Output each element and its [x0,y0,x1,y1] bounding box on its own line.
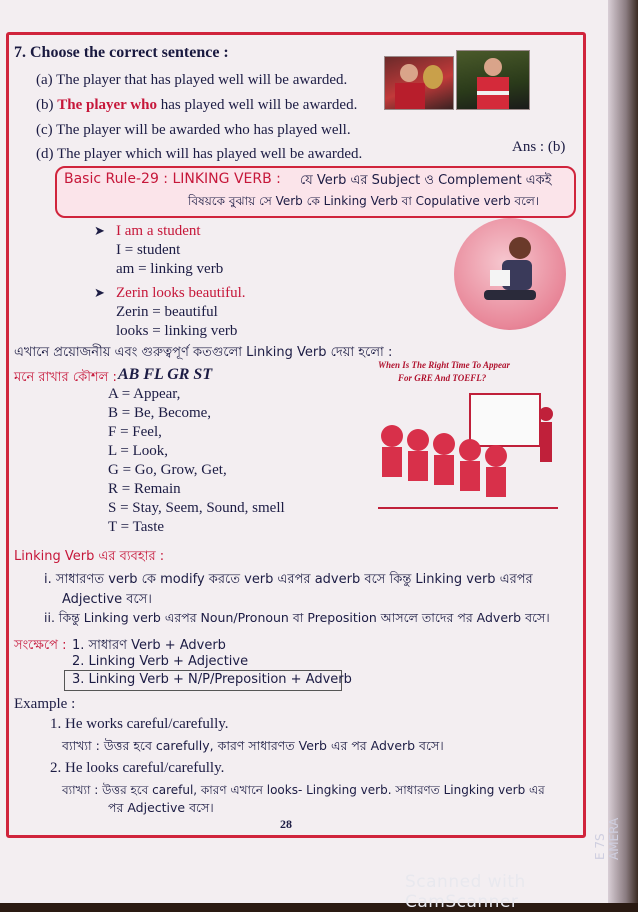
example-2-explanation-line2: পর Adjective বসে। [108,800,214,815]
arrow-icon: ➤ [94,224,105,239]
example-2: 2. He looks careful/carefully. [50,760,225,776]
classroom-icon [378,390,558,518]
mnemonic-item: T = Taste [108,519,165,535]
usage-i-line2: Adjective বসে। [62,592,152,607]
illus-caption-2: For GRE And TOEFL? [398,373,487,383]
example-1-line-2: am = linking verb [116,261,224,277]
mnemonic-item: R = Remain [108,481,181,497]
mnemonic-item: S = Stay, Seem, Sound, smell [108,500,285,516]
rule-line1: যে Verb এর Subject ও Complement একই [300,173,552,188]
mnemonic-item: A = Appear, [108,386,181,402]
answer: Ans : (b) [512,139,566,155]
summary-label: সংক্ষেপে : [14,638,67,653]
summary-item: 1. সাধারণ Verb + Adverb [72,638,226,653]
example-2-explanation-line1: ব্যাখ্যা : উত্তর হবে careful, কারণ এখানে looks- Lingking verb. সাধারণত Lingking verb এর [62,783,545,797]
example-1-explanation: ব্যাখ্যা : উত্তর হবে carefully, কারণ সাধারণত Verb এর পর Adverb বসে। [62,738,444,753]
summary-item: 2. Linking Verb + Adjective [72,654,249,669]
reading-person-icon [454,218,566,330]
example-2-head: Zerin looks beautiful. [116,285,246,301]
arrow-icon: ➤ [94,286,105,301]
option-b-rest: has played well will be awarded. [156,97,358,113]
classroom-illustration [378,390,558,518]
player-1-icon [385,57,453,109]
camera-text: E 7S AMERA [593,817,621,860]
player-photo-1 [384,56,454,110]
example-1: 1. He works careful/carefully. [50,716,229,732]
player-photo-2 [456,50,530,110]
mnemonic-item: L = Look, [108,443,168,459]
illus-caption-1: When Is The Right Time To Appear [378,360,511,370]
option-a: (a) The player that has played well will be awarded. [36,72,348,88]
example-2-line-1: Zerin = beautiful [116,304,218,320]
example-title: Example : [14,696,76,712]
paper-edge [608,0,638,903]
mnemonic-item: B = Be, Become, [108,405,212,421]
rule-label: Basic Rule-29 : LINKING VERB : [64,171,281,187]
option-b [36,97,357,114]
question-title: 7. Choose the correct sentence : [14,44,229,61]
mnemonic-label: মনে রাখার কৌশল : [14,370,117,385]
intro-line: এখানে প্রয়োজনীয় এবং গুরুত্বপূর্ণ কতগুলো Linking Verb দেয়া হলো : [14,345,393,360]
usage-i-line1: i. সাধারণত verb কে modify করতে verb এরপর adverb বসে কিন্তু Linking verb এরপর [44,572,533,587]
scanner-watermark: Scanned with CamScanner [405,872,526,912]
usage-ii: ii. কিন্তু Linking verb এরপর Noun/Pronoun বা Preposition আসলে তাদের পর Adverb বসে। [44,610,550,625]
example-2-line-2: looks = linking verb [116,323,238,339]
player-2-icon [457,51,529,109]
mnemonic-item: F = Feel, [108,424,162,440]
example-1-line-1: I = student [116,242,181,258]
page-number: 28 [280,817,292,831]
mnemonic-code: AB FL GR ST [118,366,213,383]
option-b-emph: The player who [57,97,157,113]
option-b-prefix: (b) [36,97,58,113]
mnemonic-item: G = Go, Grow, Get, [108,462,227,478]
example-1-head: I am a student [116,223,201,239]
usage-title: Linking Verb এর ব্যবহার : [14,549,165,564]
summary-item: 3. Linking Verb + N/P/Preposition + Adverb [72,672,352,687]
reading-illustration [454,218,566,330]
option-c: (c) The player will be awarded who has played well. [36,122,351,138]
option-d: (d) The player which will has played well be awarded. [36,146,363,162]
rule-line2: বিষয়কে বুঝায় সে Verb কে Linking Verb বা Copulative verb বলে। [188,194,540,208]
